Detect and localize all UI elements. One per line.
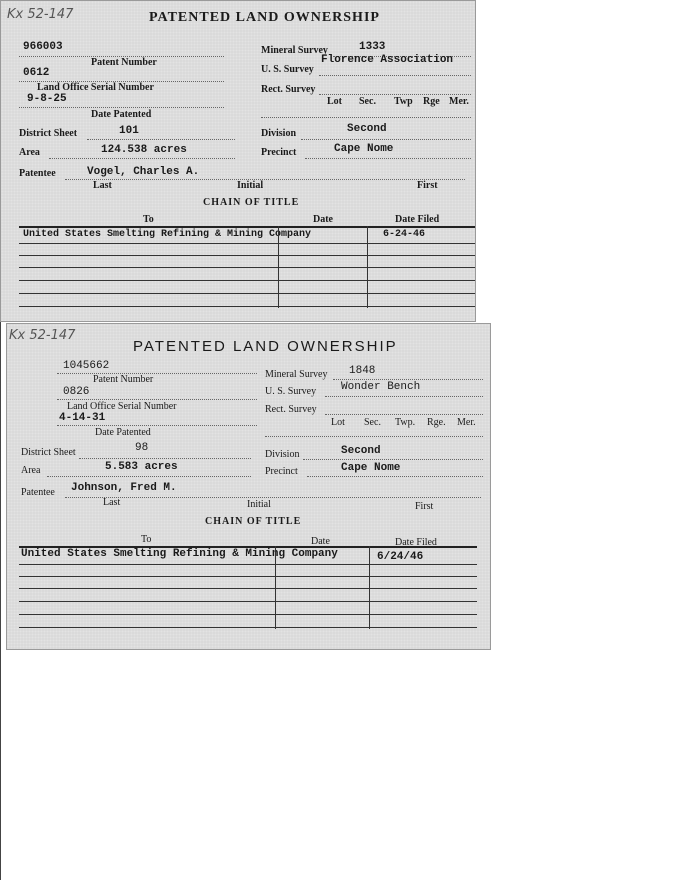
precinct-label: Precinct <box>265 466 298 477</box>
rect-col-twp: Twp <box>394 96 413 107</box>
date-patented-value: 9-8-25 <box>27 93 67 105</box>
patentee-first-label: First <box>415 501 434 512</box>
rect-col-rge: Rge <box>423 96 440 107</box>
serial-number-value: 0612 <box>23 67 50 79</box>
chain-row-1-to: United States Smelting Refining & Mining Company <box>23 229 312 240</box>
patentee-value: Johnson, Fred M. <box>71 482 177 494</box>
patent-number-value: 1045662 <box>63 360 110 372</box>
date-patented-line <box>19 107 224 108</box>
chain-col-divider <box>369 546 370 629</box>
date-patented-label: Date Patented <box>95 427 151 438</box>
chain-row-rule <box>19 243 475 244</box>
patent-number-line <box>57 373 257 374</box>
rect-survey-values-line <box>265 436 483 437</box>
chain-row-1-to: United States Smelting Refining & Mining Company <box>21 548 338 560</box>
precinct-label: Precinct <box>261 147 297 158</box>
division-label: Division <box>265 449 300 460</box>
chain-row-1-date-filed: 6-24-46 <box>383 229 426 240</box>
division-value: Second <box>341 445 381 457</box>
mineral-survey-label: Mineral Survey <box>261 45 328 56</box>
patentee-last-label: Last <box>93 180 112 191</box>
patentee-line <box>65 179 465 180</box>
patent-number-label: Patent Number <box>93 374 154 385</box>
rect-col-mer: Mer. <box>449 96 469 107</box>
mineral-survey-value: 1848 <box>349 365 376 377</box>
mineral-survey-line <box>333 379 483 380</box>
rect-survey-label: Rect. Survey <box>265 404 317 415</box>
col-to-header: To <box>143 214 154 225</box>
rect-col-sec: Sec. <box>364 417 381 428</box>
rect-col-mer: Mer. <box>457 417 476 428</box>
rect-survey-label: Rect. Survey <box>261 84 316 95</box>
patentee-label: Patentee <box>19 168 56 179</box>
rect-col-sec: Sec. <box>359 96 376 107</box>
mineral-survey-value: 1333 <box>359 41 386 53</box>
us-survey-label: U. S. Survey <box>261 64 314 75</box>
patentee-initial-label: Initial <box>247 499 271 510</box>
chain-row-rule <box>19 576 477 577</box>
chain-of-title-heading: CHAIN OF TITLE <box>203 197 300 208</box>
col-date-header: Date <box>313 214 333 225</box>
patentee-line <box>65 497 481 498</box>
chain-col-divider <box>278 226 279 308</box>
chain-row-rule <box>19 627 477 628</box>
district-sheet-label: District Sheet <box>19 128 78 139</box>
rect-col-twp: Twp. <box>395 417 416 428</box>
serial-number-value: 0826 <box>63 386 90 398</box>
chain-row-rule <box>19 306 475 307</box>
us-survey-line <box>325 396 483 397</box>
land-ownership-card-1 <box>0 0 476 322</box>
col-to-header: To <box>141 534 152 545</box>
chain-of-title-heading: CHAIN OF TITLE <box>205 516 302 527</box>
division-label: Division <box>261 128 297 139</box>
precinct-value: Cape Nome <box>341 462 401 474</box>
col-date-header: Date <box>311 536 330 547</box>
chain-row-rule <box>19 280 475 281</box>
area-line <box>47 476 251 477</box>
precinct-value: Cape Nome <box>334 143 394 155</box>
division-line <box>301 139 471 140</box>
chain-row-rule <box>19 614 477 615</box>
land-ownership-card-2 <box>6 323 491 650</box>
us-survey-line <box>319 75 471 76</box>
rect-col-lot: Lot <box>331 417 345 428</box>
col-date-filed-header: Date Filed <box>395 214 440 225</box>
chain-row-rule <box>19 267 475 268</box>
patentee-initial-label: Initial <box>237 180 264 191</box>
division-line <box>303 459 483 460</box>
patent-number-value: 966003 <box>23 41 63 53</box>
patentee-first-label: First <box>417 180 438 191</box>
date-patented-label: Date Patented <box>91 109 152 120</box>
rect-survey-values-line <box>261 117 471 118</box>
us-survey-value: Florence Association <box>321 54 454 66</box>
date-patented-line <box>57 425 257 426</box>
patentee-label: Patentee <box>21 487 55 498</box>
district-sheet-line <box>79 458 251 459</box>
area-value: 5.583 acres <box>105 461 178 473</box>
precinct-line <box>305 158 471 159</box>
rect-survey-line <box>319 94 471 95</box>
serial-number-label: Land Office Serial Number <box>37 82 154 93</box>
card-stamp: Kx 52-147 <box>9 328 76 343</box>
card-title: PATENTED LAND OWNERSHIP <box>149 10 380 25</box>
card-stamp: Kx 52-147 <box>7 7 74 22</box>
chain-col-divider <box>367 226 368 308</box>
area-line <box>49 158 235 159</box>
serial-number-line <box>57 399 257 400</box>
chain-row-rule <box>19 293 475 294</box>
division-value: Second <box>347 123 387 135</box>
district-sheet-line <box>87 139 235 140</box>
chain-row-rule <box>19 564 477 565</box>
patentee-value: Vogel, Charles A. <box>87 166 200 178</box>
chain-row-rule <box>19 255 475 256</box>
mineral-survey-label: Mineral Survey <box>265 369 328 380</box>
district-sheet-label: District Sheet <box>21 447 76 458</box>
chain-row-rule <box>19 588 477 589</box>
serial-number-label: Land Office Serial Number <box>67 401 177 412</box>
rect-col-lot: Lot <box>327 96 342 107</box>
us-survey-value: Wonder Bench <box>341 381 421 393</box>
area-label: Area <box>21 465 41 476</box>
chain-col-divider <box>275 546 276 629</box>
chain-row-1-date-filed: 6/24/46 <box>377 551 424 563</box>
area-label: Area <box>19 147 40 158</box>
patent-number-label: Patent Number <box>91 57 157 68</box>
precinct-line <box>307 476 483 477</box>
us-survey-label: U. S. Survey <box>265 386 317 397</box>
area-value: 124.538 acres <box>101 144 187 156</box>
date-patented-value: 4-14-31 <box>59 412 106 424</box>
card-title: PATENTED LAND OWNERSHIP <box>133 338 398 355</box>
district-sheet-value: 101 <box>119 125 139 137</box>
chain-row-rule <box>19 601 477 602</box>
patentee-last-label: Last <box>103 497 121 508</box>
district-sheet-value: 98 <box>135 442 149 454</box>
rect-survey-line <box>325 414 483 415</box>
rect-col-rge: Rge. <box>427 417 446 428</box>
col-date-filed-header: Date Filed <box>395 537 437 548</box>
chain-header-rule <box>19 226 475 228</box>
